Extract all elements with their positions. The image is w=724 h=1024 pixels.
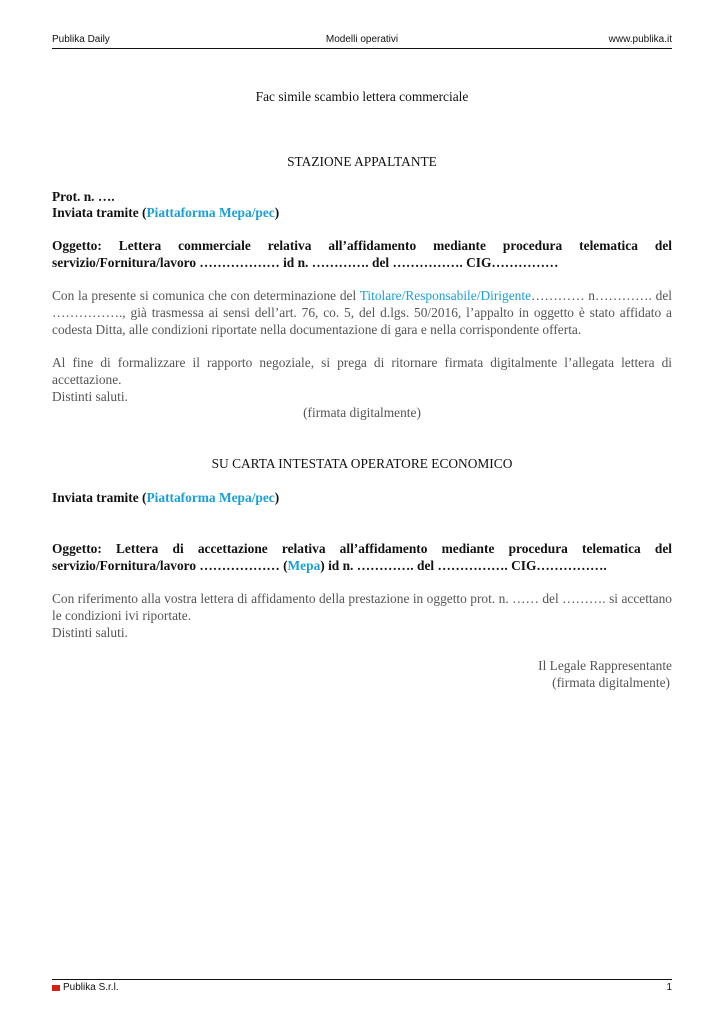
page-header <box>52 34 672 48</box>
section1-prot: Prot. n. …. <box>52 189 115 204</box>
footer-company: Publika S.r.l. <box>63 982 119 993</box>
section2-body-paragraph: Con riferimento alla vostra lettera di affidamento della prestazione in oggetto prot. n. …… del ………. si accettano le condizioni ivi riportate. <box>52 591 672 623</box>
subject-line-2-start: servizio/Fornitura/lavoro ……………… ( <box>52 557 288 573</box>
header-website[interactable]: www.publika.it <box>608 34 672 45</box>
subject-line-2-rest: ) id n. …………. del ……………. CIG……………. <box>320 557 607 573</box>
section1-subject <box>52 238 672 272</box>
publika-logo-icon <box>52 985 60 991</box>
body-text-rest: ………… n…………. del ……………., già trasmessa ai sensi dell’art. 76, co. 5, del d.lgs. 50/2016, l’appalto in oggetto è stato affidato a codesta Ditta, alle condizioni riportate nella documentazione di gara e nella corrispondente offerta. <box>52 288 672 337</box>
section2-sent-via <box>52 490 672 507</box>
section1-greeting: Distinti saluti. <box>52 389 128 404</box>
footer-divider <box>52 979 672 980</box>
section2-subject <box>52 541 672 575</box>
section2-heading: SU CARTA INTESTATA OPERATORE ECONOMICO <box>211 456 513 471</box>
subject-line-2 <box>52 558 672 575</box>
section2-greeting: Distinti saluti. <box>52 625 128 640</box>
document-title: Fac simile scambio lettera commerciale <box>255 89 469 104</box>
subject-line-1: Oggetto: Lettera commerciale relativa all’affidamento mediante procedura telematica del <box>52 238 672 253</box>
body-text-start: Con la presente si comunica che con determinazione del <box>52 288 360 303</box>
section1-heading: STAZIONE APPALTANTE <box>287 154 437 169</box>
body-role-link[interactable]: Titolare/Responsabile/Dirigente <box>359 288 532 303</box>
page-number: 1 <box>666 982 672 993</box>
header-divider <box>52 48 672 49</box>
sent-via-prefix: Inviata tramite ( <box>52 490 147 505</box>
section1-body-paragraph <box>52 288 672 338</box>
section1-signature: (firmata digitalmente) <box>303 405 421 420</box>
sent-via-link[interactable]: Piattaforma Mepa/pec <box>146 490 275 505</box>
section1-sent-via <box>52 205 672 222</box>
sent-via-link[interactable]: Piattaforma Mepa/pec <box>146 205 275 220</box>
signer-signature: (firmata digitalmente) <box>552 674 670 690</box>
subject-mepa-link[interactable]: Mepa <box>287 557 321 573</box>
sent-via-prefix: Inviata tramite ( <box>52 205 147 220</box>
section2-signature-block <box>52 658 672 692</box>
sent-via-suffix: ) <box>274 205 280 220</box>
subject-line-1: Oggetto: Lettera di accettazione relativa all’affidamento mediante procedura telematica del <box>52 541 672 556</box>
sent-via-suffix: ) <box>274 490 280 505</box>
header-publication: Publika Daily <box>52 34 110 45</box>
signer-title: Il Legale Rappresentante <box>538 658 672 673</box>
subject-line-2: servizio/Fornitura/lavoro ……………… id n. …………. del ……………. CIG…………… <box>52 254 559 270</box>
page-footer <box>52 982 672 996</box>
section1-body-paragraph-2: Al fine di formalizzare il rapporto negoziale, si prega di ritornare firmata digitalmente l’allegata lettera di accettazione. <box>52 355 672 387</box>
header-category: Modelli operativi <box>325 34 399 45</box>
